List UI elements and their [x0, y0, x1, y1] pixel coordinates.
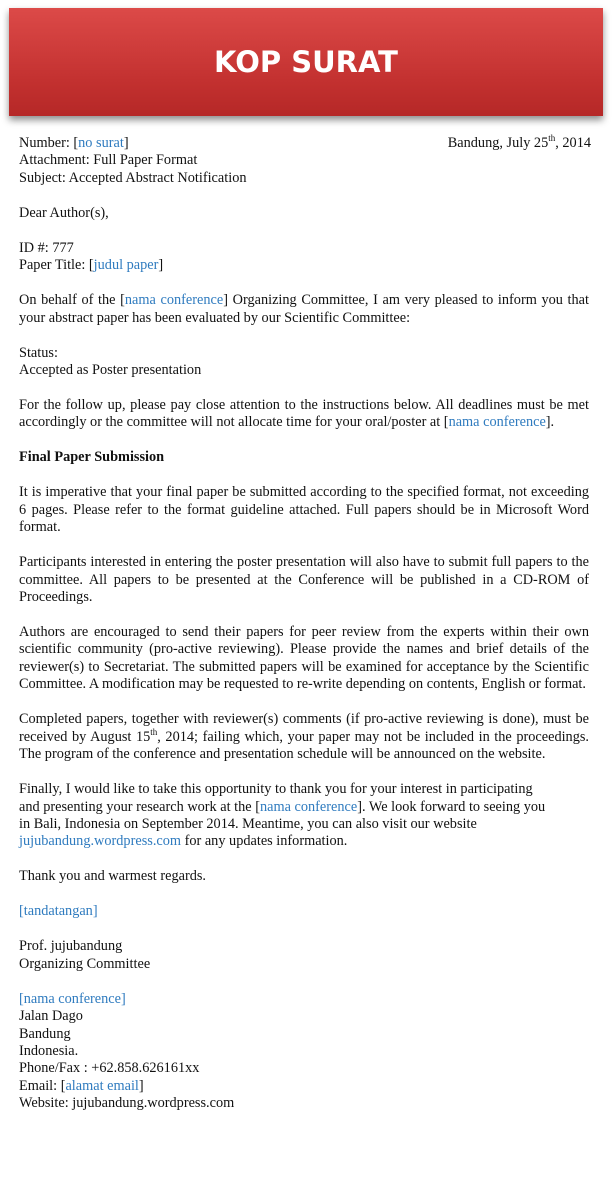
signature-placeholder: [tandatangan]	[19, 903, 98, 920]
closing-paragraph: Finally, I would like to take this opportunity to thank you for your interest in participating and presenting your research work at the [nama conference]. We look forward to seeing you in Bali, Indonesia on September 2014. Meantime, you can also visit our website jujubandung.wordpress.com for any updates information.	[19, 781, 546, 850]
attachment-line: Attachment: Full Paper Format	[19, 152, 198, 169]
paragraph-poster: Participants interested in entering the poster presentation will also have to submit full papers to the committee. All papers to be presented at the Conference will be published in a CD-ROM of Proceedings.	[19, 554, 589, 606]
contact-phone: Phone/Fax : +62.858.626161xx	[19, 1060, 200, 1077]
contact-country: Indonesia.	[19, 1042, 79, 1059]
greeting: Dear Author(s),	[19, 204, 109, 221]
conference-placeholder: nama conference	[259, 798, 358, 815]
contact-street: Jalan Dago	[19, 1008, 83, 1025]
followup-paragraph: For the follow up, please pay close attention to the instructions below. All deadlines must be met accordingly or the committee will not allocate time for your oral/poster at [nama conference].	[19, 397, 589, 431]
contact-conference: [nama conference]	[19, 990, 126, 1007]
letterhead-title: KOP SURAT	[214, 45, 398, 79]
letter-body	[19, 135, 589, 1113]
conference-placeholder: nama conference	[448, 414, 546, 431]
website-link[interactable]: jujubandung.wordpress.com	[19, 833, 182, 850]
number-line: Number: [no surat]	[19, 135, 129, 151]
paragraph-review: Authors are encouraged to send their papers for peer review from the experts within their own scientific community (pro-active reviewing). Please provide the names and brief details of the reviewer(s) to Secretariat. The submitted papers will be examined for acceptance by the Scientific Committee. A modification may be requested to re-write depending on contents, English or format.	[19, 624, 589, 693]
status-label: Status:	[19, 344, 58, 361]
contact-website: Website: jujubandung.wordpress.com	[19, 1095, 235, 1112]
contact-email: Email: [alamat email]	[19, 1077, 144, 1094]
letterhead-banner	[9, 8, 603, 116]
conference-placeholder: nama conference	[124, 292, 224, 309]
signer-name: Prof. jujubandung	[19, 938, 123, 955]
place-date: Bandung, July 25th, 2014	[447, 133, 591, 151]
section-heading: Final Paper Submission	[19, 449, 165, 466]
number-placeholder: no surat	[78, 135, 124, 151]
thanks-line: Thank you and warmest regards.	[19, 868, 206, 885]
paper-title-line: Paper Title: [judul paper]	[19, 257, 164, 274]
contact-city: Bandung	[19, 1025, 71, 1042]
subject-line: Subject: Accepted Abstract Notification	[19, 169, 247, 186]
paragraph-format: It is imperative that your final paper be submitted according to the specified format, not exceeding 6 pages. Please refer to the format guideline attached. Full papers should be in Microsoft Word format.	[19, 484, 589, 536]
paragraph-deadline: Completed papers, together with reviewer(s) comments (if pro-active reviewing is done), must be received by August 15th, 2014; failing which, your paper may not be included in the proceedings. The program of the conference and presentation schedule will be announced on the website.	[19, 711, 589, 763]
status-value: Accepted as Poster presentation	[19, 362, 202, 379]
intro-paragraph: On behalf of the [nama conference] Organizing Committee, I am very pleased to inform you that your abstract paper has been evaluated by our Scientific Committee:	[19, 292, 589, 326]
email-placeholder: alamat email	[65, 1077, 139, 1094]
paper-id: ID #: 777	[19, 239, 74, 256]
header-row	[19, 135, 589, 152]
paper-title-placeholder: judul paper	[93, 257, 159, 274]
signer-role: Organizing Committee	[19, 955, 151, 972]
